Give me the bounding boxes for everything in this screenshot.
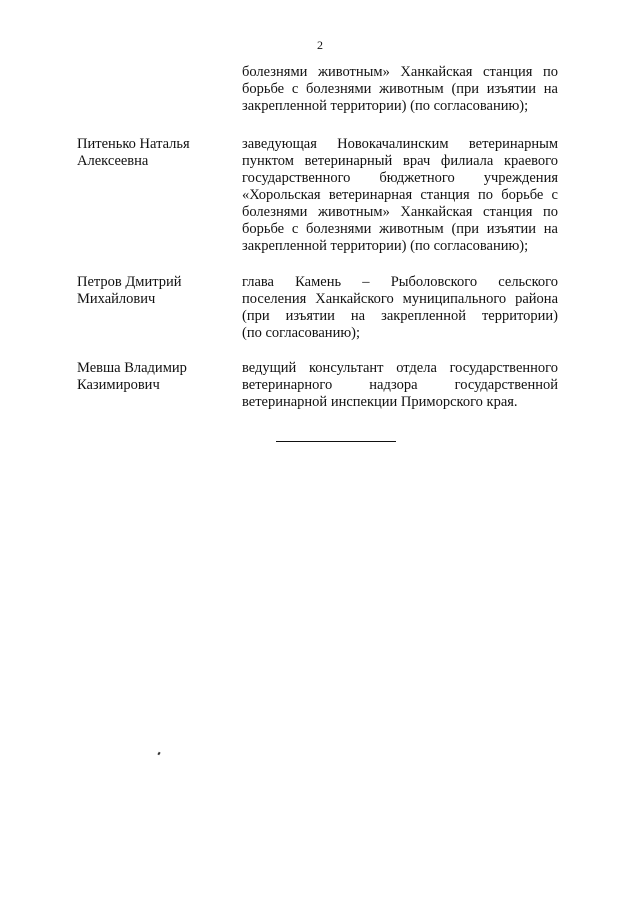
member-role bbox=[242, 360, 558, 411]
member-role bbox=[242, 274, 558, 342]
end-separator-line bbox=[276, 441, 396, 442]
role-line: пунктом ветеринарный врач филиала краевого bbox=[242, 153, 558, 169]
role-line: заведующая Новокачалинским ветеринарным bbox=[242, 136, 558, 152]
role-line: государственного бюджетного учреждения bbox=[242, 170, 558, 186]
member-role bbox=[242, 64, 558, 115]
page-number: 2 bbox=[317, 38, 323, 52]
member-name bbox=[77, 360, 227, 394]
role-line: ветеринарного надзора государственной bbox=[242, 377, 558, 393]
member-name bbox=[77, 274, 227, 308]
name-line: Мевша Владимир bbox=[77, 360, 187, 376]
role-line: глава Камень – Рыболовского сельского bbox=[242, 274, 558, 290]
member-name bbox=[77, 136, 227, 170]
scan-artifact-mark bbox=[157, 752, 160, 756]
role-line: (по согласованию); bbox=[242, 325, 361, 341]
role-line: «Хорольская ветеринарная станция по борьбе с bbox=[242, 187, 558, 203]
name-line: Петров Дмитрий bbox=[77, 274, 182, 290]
name-line: Питенько Наталья bbox=[77, 136, 190, 152]
member-role bbox=[242, 136, 558, 255]
role-line: болезнями животным» Ханкайская станция по bbox=[242, 204, 558, 220]
name-line: Казимирович bbox=[77, 377, 160, 393]
name-line: Михайлович bbox=[77, 291, 156, 307]
role-line: закрепленной территории) (по согласованию); bbox=[242, 238, 529, 254]
role-line: (при изъятии на закрепленной территории) bbox=[242, 308, 558, 324]
role-line: борьбе с болезнями животным (при изъятии на bbox=[242, 221, 558, 237]
role-line: закрепленной территории) (по согласованию); bbox=[242, 98, 529, 114]
role-line: ведущий консультант отдела государственного bbox=[242, 360, 558, 376]
name-line: Алексеевна bbox=[77, 153, 149, 169]
role-line: болезнями животным» Ханкайская станция по bbox=[242, 64, 558, 80]
role-line: борьбе с болезнями животным (при изъятии на bbox=[242, 81, 558, 97]
role-line: ветеринарной инспекции Приморского края. bbox=[242, 394, 518, 410]
role-line: поселения Ханкайского муниципального района bbox=[242, 291, 558, 307]
